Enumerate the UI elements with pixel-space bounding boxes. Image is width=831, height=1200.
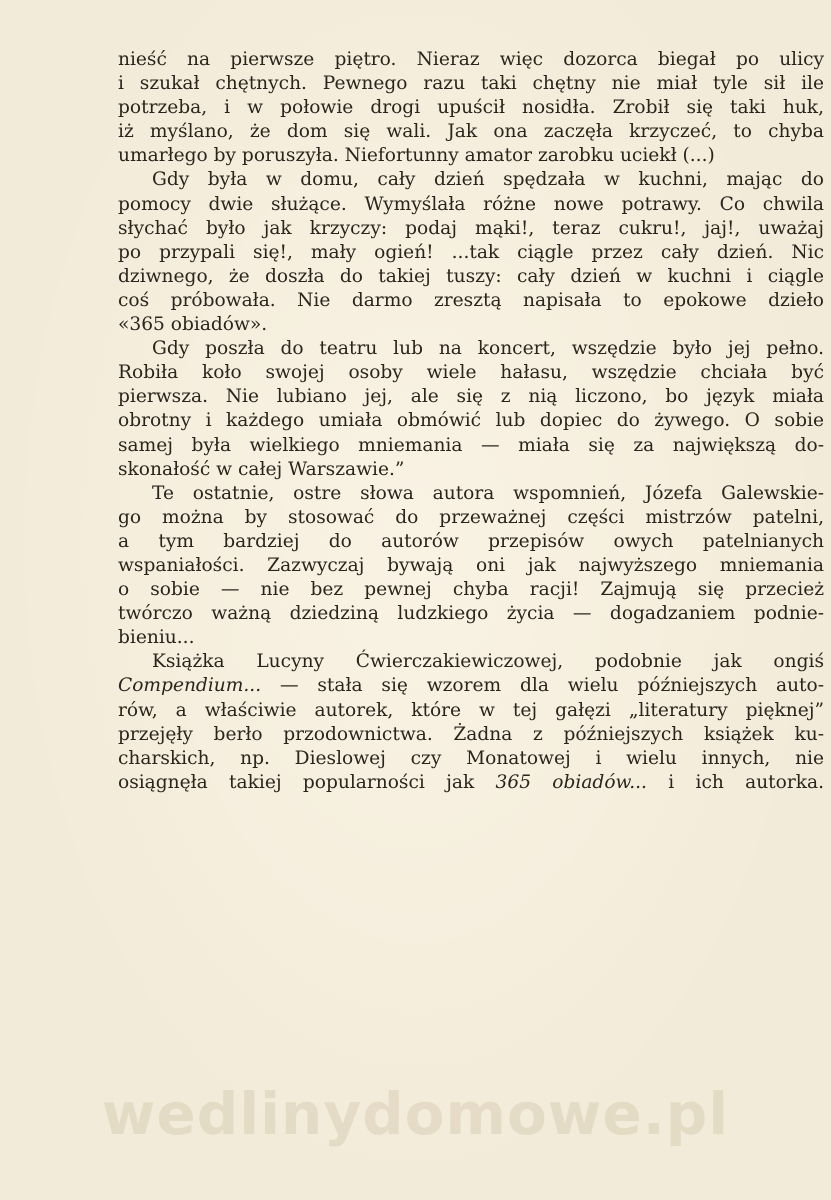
text-line: Gdy poszła do teatru lub na koncert, wszędzie było jej pełno. — [152, 338, 824, 360]
body-text — [118, 48, 824, 795]
text-line: charskich, np. Dieslowej czy Monatowej i wielu innych, nie — [118, 747, 824, 769]
text-line: go można by stosować do przeważnej części mistrzów patelni, — [118, 506, 824, 528]
text-line: rów, a właściwie autorek, które w tej gałęzi „literatury pięknej” — [118, 699, 824, 721]
paragraph-2 — [118, 168, 824, 337]
text-line: pierwsza. Nie lubiano jej, ale się z nią liczono, bo język miała — [118, 386, 824, 408]
text-line: potrzeba, i w połowie drogi upuścił nosidła. Zrobił się taki huk, — [118, 97, 824, 119]
text-line: iż myślano, że dom się wali. Jak ona zaczęła krzyczeć, to chyba — [118, 121, 824, 143]
text-line: bieniu... — [118, 627, 195, 649]
paragraph-4 — [118, 482, 824, 651]
paragraph-5 — [118, 650, 824, 795]
text-line — [118, 674, 824, 698]
text-line: słychać było jak krzyczy: podaj mąki!, teraz cukru!, jaj!, uważaj — [118, 217, 824, 239]
text-line: wspaniałości. Zazwyczaj bywają oni jak najwyższego mniemania — [118, 554, 824, 576]
text-line: Gdy była w domu, cały dzień spędzała w kuchni, mając do — [152, 169, 824, 191]
text-line: po przypali się!, mały ogień! ...tak ciągle przez cały dzień. Nic — [118, 241, 824, 263]
text-line: umarłego by poruszyła. Niefortunny amator zarobku uciekł (...) — [118, 145, 715, 167]
text-line: skonałość w całej Warszawie.” — [118, 458, 405, 480]
text-line: i szukał chętnych. Pewnego razu taki chętny nie miał tyle sił ile — [118, 73, 824, 95]
text-run: i ich autorka. — [646, 771, 824, 793]
text-line: twórczo ważną dziedziną ludzkiego życia — dogadzaniem podnie- — [118, 603, 824, 625]
text-line: przejęły berło przodownictwa. Żadna z późniejszych książek ku- — [118, 723, 824, 745]
text-line: a tym bardziej do autorów przepisów owych patelnianych — [118, 530, 824, 552]
text-line: «365 obiadów». — [118, 314, 268, 336]
paragraph-3 — [118, 337, 824, 482]
text-line: coś próbowała. Nie darmo zresztą napisała to epokowe dzieło — [118, 289, 824, 311]
text-line: samej była wielkiego mniemania — miała się za największą do- — [118, 434, 824, 456]
text-line: Książka Lucyny Ćwierczakiewiczowej, podobnie jak ongiś — [152, 651, 824, 673]
paragraph-1 — [118, 48, 824, 168]
text-line: Te ostatnie, ostre słowa autora wspomnień, Józefa Galewskie- — [152, 482, 824, 504]
text-line — [118, 771, 824, 795]
text-run: osiągnęła takiej popularności jak — [118, 771, 496, 793]
text-line: pomocy dwie służące. Wymyślała różne nowe potrawy. Co chwila — [118, 193, 824, 215]
text-line: dziwnego, że doszła do takiej tuszy: cały dzień w kuchni i ciągle — [118, 265, 824, 287]
watermark: wedlinydomowe.pl — [101, 1080, 730, 1148]
book-title-365-obiadow: 365 obiadów... — [495, 771, 647, 793]
text-line: obrotny i każdego umiała obmówić lub dopiec do żywego. O sobie — [118, 410, 824, 432]
text-line: Robiła koło swojej osoby wiele hałasu, wszędzie chciała być — [118, 362, 824, 384]
text-line: nieść na pierwsze piętro. Nieraz więc dozorca biegał po ulicy — [118, 49, 824, 70]
book-title-compendium: Compendium... — [118, 675, 262, 697]
text-line: o sobie — nie bez pewnej chyba racji! Zajmują się przecież — [118, 579, 824, 601]
text-run: — stała się wzorem dla wielu późniejszych auto- — [261, 675, 824, 697]
